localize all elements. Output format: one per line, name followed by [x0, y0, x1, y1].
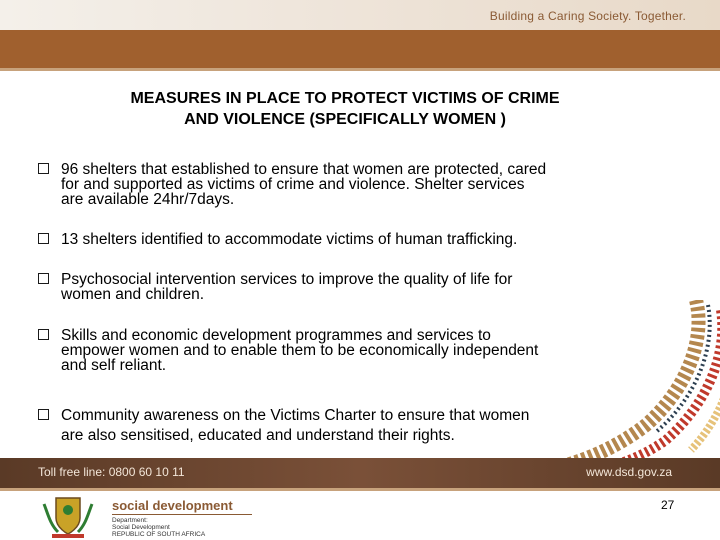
slide-title [40, 88, 650, 130]
header-tagline: Building a Caring Society. Together. [489, 9, 686, 23]
department-name: Social Development [112, 524, 170, 531]
tollfree-line: Toll free line: 0800 60 10 11 [38, 465, 185, 479]
bullet-line: are available 24hr/7days. [61, 191, 235, 208]
slide-title-line-1: MEASURES IN PLACE TO PROTECT VICTIMS OF CRIME [130, 90, 560, 107]
bullet-line: Community awareness on the Victims Charter to ensure that women [61, 407, 530, 424]
coat-of-arms-icon [36, 494, 100, 540]
brand-divider [112, 514, 252, 515]
checkbox-bullet-icon [38, 273, 49, 284]
bullet-line: are also sensitised, educated and understand their rights. [61, 427, 455, 444]
bullet-line: 96 shelters that established to ensure that women are protected, cared [61, 161, 547, 178]
bullet-line: for and supported as victims of crime and violence. Shelter services [61, 176, 525, 193]
header-band [0, 30, 720, 71]
bullet-line: women and children. [61, 286, 205, 303]
checkbox-bullet-icon [38, 163, 49, 174]
bullet-line: Psychosocial intervention services to improve the quality of life for [61, 271, 513, 288]
bullet-line: Skills and economic development programmes and services to [61, 327, 491, 344]
footer-divider [0, 488, 720, 491]
checkbox-bullet-icon [38, 329, 49, 340]
bullet-line: empower women and to enable them to be economically independent [61, 342, 539, 359]
brand-name: social development [112, 498, 233, 513]
bullet-line: and self reliant. [61, 357, 167, 374]
slide-title-line-2: AND VIOLENCE (SPECIFICALLY WOMEN ) [184, 111, 506, 128]
page-number: 27 [661, 498, 675, 512]
country-name: REPUBLIC OF SOUTH AFRICA [112, 531, 206, 538]
checkbox-bullet-icon [38, 409, 49, 420]
department-block [112, 517, 205, 538]
bullet-line: 13 shelters identified to accommodate victims of human trafficking. [61, 231, 518, 248]
website-url: www.dsd.gov.za [586, 465, 672, 479]
checkbox-bullet-icon [38, 233, 49, 244]
department-label: Department: [112, 517, 148, 524]
top-header-strip [0, 0, 720, 30]
